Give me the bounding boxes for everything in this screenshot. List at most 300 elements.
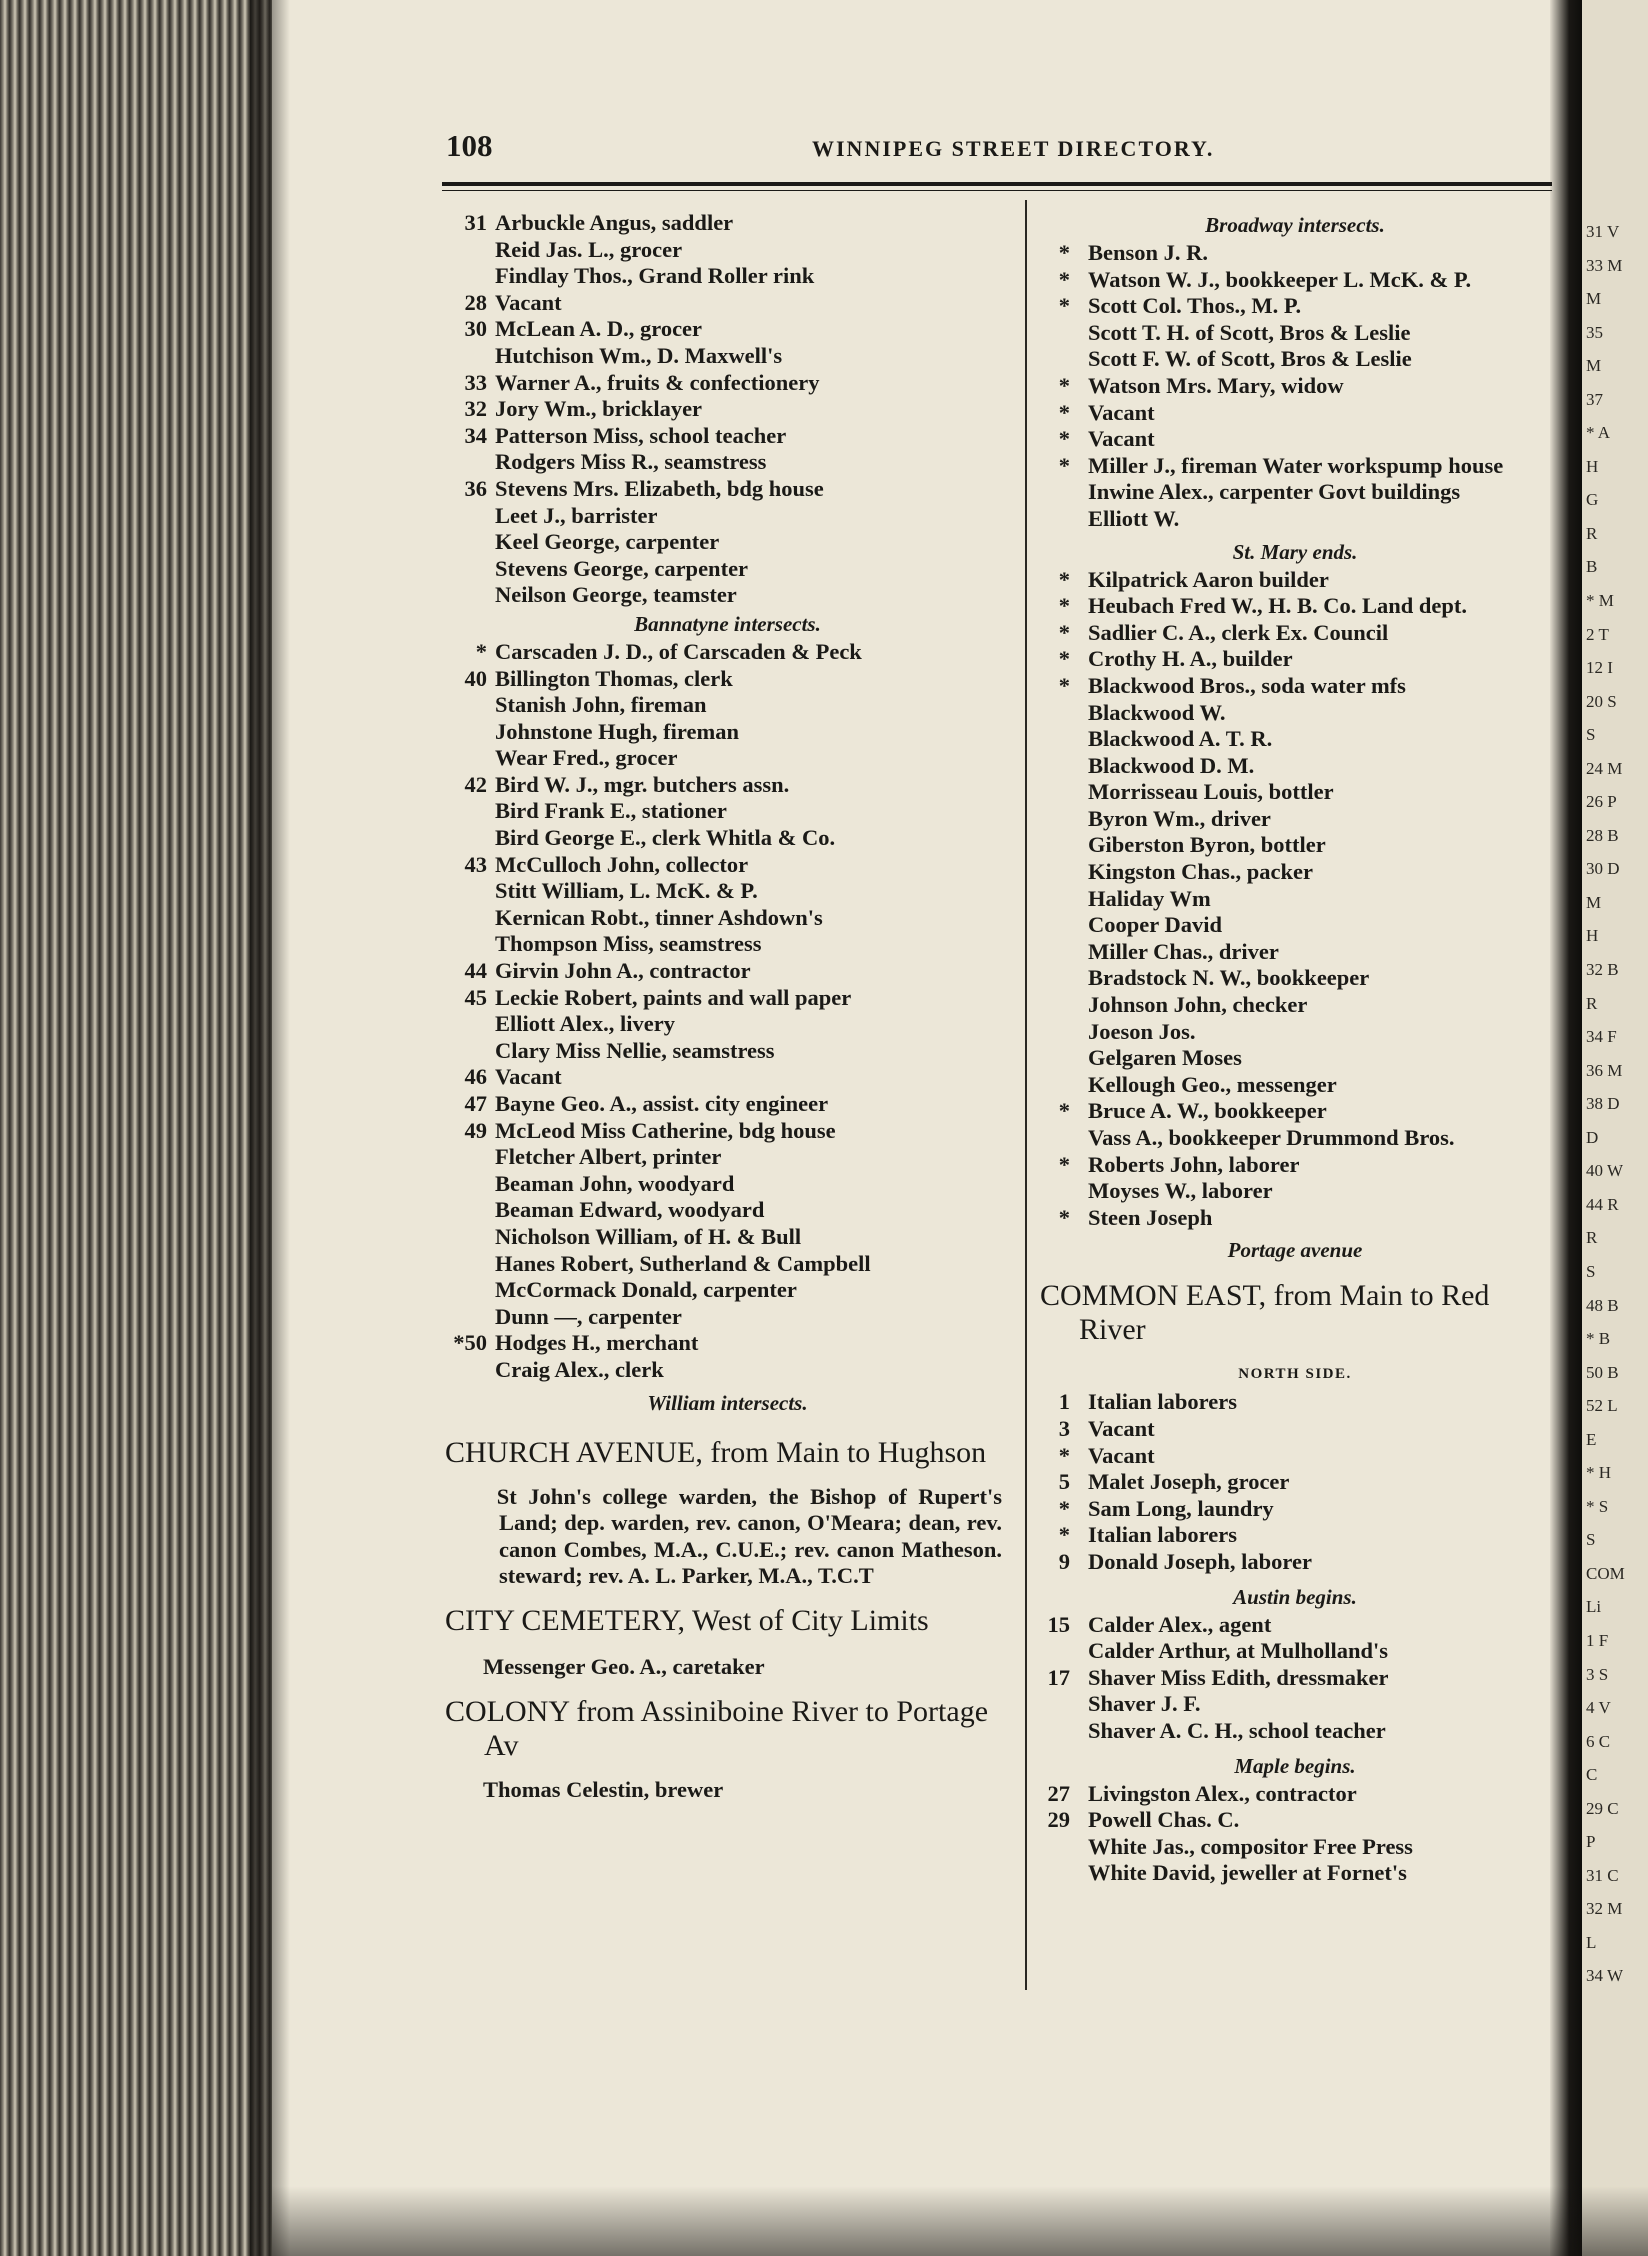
resident-name: McCulloch John, collector xyxy=(495,851,749,877)
directory-entry xyxy=(1040,1098,1550,1125)
subheading-william: William intersects. xyxy=(647,1390,808,1415)
facing-page-fragment: 31 V xyxy=(1586,222,1620,241)
directory-entry xyxy=(445,263,1010,290)
resident-name: White David, jeweller at Fornet's xyxy=(1088,1860,1407,1886)
facing-page-fragment: L xyxy=(1586,1932,1597,1952)
facing-page-fragment: R xyxy=(1586,1228,1598,1248)
directory-entry xyxy=(445,1064,1010,1091)
facing-page-fragment: * B xyxy=(1586,1329,1611,1349)
facing-page-fragment: C xyxy=(1586,1765,1598,1785)
resident-name: Blackwood A. T. R. xyxy=(1088,726,1273,752)
facing-page-fragment: 32 B xyxy=(1586,960,1619,980)
resident-name: Arbuckle Angus, saddler xyxy=(495,210,734,235)
directory-entry xyxy=(1040,1781,1550,1808)
directory-entry xyxy=(1040,646,1550,673)
resident-name: Shaver A. C. H., school teacher xyxy=(1088,1717,1386,1743)
resident-name: Haliday Wm xyxy=(1088,885,1211,911)
resident-name: Findlay Thos., Grand Roller rink xyxy=(495,263,815,289)
resident-name: Bruce A. W., bookkeeper xyxy=(1088,1098,1327,1124)
resident-name: Warner A., fruits & confectionery xyxy=(495,369,820,395)
resident-name: Hodges H., merchant xyxy=(495,1330,699,1356)
directory-entry xyxy=(445,343,1010,370)
entry-list xyxy=(445,210,1010,609)
resident-name: Elliott W. xyxy=(1088,505,1180,531)
directory-entry xyxy=(1040,1860,1550,1887)
directory-entry xyxy=(1040,1443,1550,1470)
directory-entry xyxy=(445,529,1010,556)
city-cemetery-entry: Messenger Geo. A., caretaker xyxy=(483,1653,765,1679)
facing-page-fragment: 1 F xyxy=(1586,1630,1609,1650)
resident-name: Morrisseau Louis, bottler xyxy=(1088,779,1334,805)
directory-entry xyxy=(1040,1152,1550,1179)
facing-page-fragment: B xyxy=(1586,557,1598,577)
directory-entry xyxy=(445,958,1010,985)
directory-entry xyxy=(445,692,1010,719)
resident-name: Kilpatrick Aaron builder xyxy=(1088,566,1329,592)
facing-page-fragment: 29 C xyxy=(1586,1798,1619,1818)
directory-entry xyxy=(1040,673,1550,700)
directory-entry xyxy=(1040,1496,1550,1523)
side-label-north: NORTH SIDE. xyxy=(1238,1366,1352,1383)
resident-name: Giberston Byron, bottler xyxy=(1088,832,1326,858)
directory-entry xyxy=(445,1118,1010,1145)
house-number: 3 xyxy=(1058,1415,1070,1441)
directory-entry xyxy=(1040,1549,1550,1576)
facing-page-fragment: 52 L xyxy=(1586,1396,1618,1416)
directory-entry xyxy=(445,666,1010,693)
directory-entry xyxy=(445,1277,1010,1304)
resident-name: Carscaden J. D., of Carscaden & Peck xyxy=(495,638,862,664)
house-number: * xyxy=(1058,399,1070,425)
house-number: 44 xyxy=(464,958,487,984)
street-heading-city-cemetery: CITY CEMETERY, West of City Limits xyxy=(445,1603,929,1637)
facing-page-fragment: * H xyxy=(1586,1463,1612,1483)
facing-page-fragment: 50 B xyxy=(1586,1362,1619,1382)
header-rule-thin xyxy=(442,190,1552,191)
resident-name: Italian laborers xyxy=(1088,1389,1237,1415)
directory-entry xyxy=(1040,1522,1550,1549)
directory-entry xyxy=(1040,1469,1550,1496)
resident-name: Miller Chas., driver xyxy=(1088,938,1279,964)
directory-entry xyxy=(1040,293,1550,320)
directory-entry xyxy=(445,237,1010,264)
directory-entry xyxy=(445,1304,1010,1331)
house-number: * xyxy=(1058,566,1070,592)
page-number: 108 xyxy=(446,128,493,163)
directory-entry xyxy=(1040,1691,1550,1718)
resident-name: Cooper David xyxy=(1088,912,1222,938)
directory-entry xyxy=(1040,912,1550,939)
resident-name: Calder Arthur, at Mulholland's xyxy=(1088,1638,1389,1664)
house-number: * xyxy=(1058,619,1070,645)
resident-name: Blackwood D. M. xyxy=(1088,752,1255,778)
directory-entry xyxy=(445,1144,1010,1171)
directory-entry xyxy=(1040,1045,1550,1072)
resident-name: Vacant xyxy=(1088,399,1155,425)
resident-name: Bayne Geo. A., assist. city engineer xyxy=(495,1091,829,1116)
resident-name: Blackwood W. xyxy=(1088,699,1226,725)
right-column xyxy=(1040,210,1550,1887)
house-number: * xyxy=(1058,1522,1070,1548)
gutter-shadow xyxy=(250,0,290,2256)
directory-entry xyxy=(445,1197,1010,1224)
entry-list xyxy=(1040,1612,1550,1745)
directory-entry xyxy=(1040,1389,1550,1416)
facing-page-fragment: * S xyxy=(1586,1496,1609,1516)
facing-page-fragment: 20 S xyxy=(1586,691,1617,711)
resident-name: Johnstone Hugh, fireman xyxy=(495,718,739,744)
directory-entry xyxy=(1040,320,1550,347)
house-number: * xyxy=(1058,646,1070,672)
facing-page-fragment: H xyxy=(1586,456,1599,476)
resident-name: Jory Wm., bricklayer xyxy=(495,396,703,422)
house-number: * xyxy=(1058,593,1070,619)
facing-page-fragment: P xyxy=(1586,1832,1596,1852)
facing-page-fragment: D xyxy=(1586,1127,1599,1147)
resident-name: Vacant xyxy=(1088,426,1155,452)
resident-name: Miller J., fireman Water workspump house xyxy=(1088,452,1504,478)
street-heading-colony: COLONY from Assiniboine River to Portage Av xyxy=(445,1694,989,1762)
facing-page-fragment: 34 F xyxy=(1586,1027,1617,1047)
directory-entry xyxy=(1040,593,1550,620)
house-number: 47 xyxy=(464,1091,487,1116)
directory-entry xyxy=(445,449,1010,476)
resident-name: Watson Mrs. Mary, widow xyxy=(1088,372,1344,398)
facing-page-fragment: M xyxy=(1586,892,1602,912)
house-number: 9 xyxy=(1058,1548,1070,1574)
directory-entry xyxy=(1040,806,1550,833)
directory-entry xyxy=(445,1011,1010,1038)
house-number: * xyxy=(475,638,487,664)
resident-name: Beaman Edward, woodyard xyxy=(495,1197,765,1223)
house-number: * xyxy=(1058,452,1070,478)
facing-page-fragment: H xyxy=(1586,926,1599,946)
running-head: WINNIPEG STREET DIRECTORY. xyxy=(812,136,1215,161)
facing-page-fragment: 26 P xyxy=(1586,792,1617,812)
house-number: 5 xyxy=(1058,1469,1070,1495)
house-number: * xyxy=(1058,426,1070,452)
directory-entry xyxy=(1040,567,1550,594)
entry-list xyxy=(1040,240,1550,533)
directory-entry xyxy=(445,423,1010,450)
facing-page-fragment: 31 C xyxy=(1586,1865,1619,1885)
directory-entry xyxy=(445,1171,1010,1198)
directory-entry xyxy=(1040,939,1550,966)
facing-page-fragment: M xyxy=(1586,289,1602,309)
resident-name: Johnson John, checker xyxy=(1088,992,1308,1018)
house-number: 42 xyxy=(464,771,487,797)
directory-entry xyxy=(445,556,1010,583)
facing-page-fragment: 37 xyxy=(1586,389,1603,409)
facing-page-fragment: G xyxy=(1586,490,1599,510)
resident-name: Powell Chas. C. xyxy=(1088,1807,1240,1833)
left-column xyxy=(445,210,1010,1811)
facing-page-fragment: 40 W xyxy=(1586,1161,1623,1181)
resident-name: Shaver J. F. xyxy=(1088,1691,1201,1717)
resident-name: Heubach Fred W., H. B. Co. Land dept. xyxy=(1088,593,1468,619)
directory-entry xyxy=(1040,1612,1550,1639)
directory-entry xyxy=(445,772,1010,799)
house-number: * xyxy=(1058,293,1070,319)
entry-list xyxy=(445,639,1010,1384)
directory-entry xyxy=(445,1224,1010,1251)
resident-name: Hutchison Wm., D. Maxwell's xyxy=(495,342,783,368)
resident-name: Bradstock N. W., bookkeeper xyxy=(1088,965,1370,991)
resident-name: Keel George, carpenter xyxy=(495,529,720,555)
facing-page-fragment: 33 M xyxy=(1586,255,1623,275)
header-rule xyxy=(442,182,1552,186)
resident-name: Vacant xyxy=(495,289,562,315)
entry-list xyxy=(1040,1389,1550,1575)
resident-name: Patterson Miss, school teacher xyxy=(495,422,787,448)
house-number: 34 xyxy=(464,422,487,448)
house-number: 40 xyxy=(464,665,487,691)
directory-entry xyxy=(445,985,1010,1012)
directory-entry xyxy=(1040,1416,1550,1443)
directory-entry xyxy=(1040,886,1550,913)
resident-name: Byron Wm., driver xyxy=(1088,805,1271,831)
house-number: * xyxy=(1058,1151,1070,1177)
resident-name: Rodgers Miss R., seamstress xyxy=(495,449,767,475)
resident-name: Stevens Mrs. Elizabeth, bdg house xyxy=(495,475,824,501)
church-avenue-paragraph: St John's college warden, the Bishop of Rupert's Land; dep. warden, rev. canon, O'Meara; dean, rev. canon Combes, M.A., C.U.E.; rev. canon Matheson. steward; rev. A. L. Parker, M.A., T.C.T xyxy=(496,1483,1002,1589)
facing-page-fragment: 24 M xyxy=(1586,758,1623,778)
house-number: * xyxy=(1058,1495,1070,1521)
directory-entry xyxy=(1040,1072,1550,1099)
directory-entry xyxy=(1040,992,1550,1019)
directory-entry xyxy=(445,290,1010,317)
house-number: 1 xyxy=(1058,1389,1070,1415)
facing-page-fragment: 4 V xyxy=(1586,1698,1611,1718)
house-number: *50 xyxy=(453,1330,487,1356)
resident-name: McLeod Miss Catherine, bdg house xyxy=(495,1117,836,1143)
resident-name: McCormack Donald, carpenter xyxy=(495,1277,797,1303)
house-number: * xyxy=(1058,372,1070,398)
directory-entry xyxy=(445,503,1010,530)
resident-name: Sadlier C. A., clerk Ex. Council xyxy=(1088,619,1389,645)
house-number: 17 xyxy=(1047,1664,1070,1690)
directory-entry xyxy=(1040,965,1550,992)
directory-entry xyxy=(1040,1125,1550,1152)
directory-entry xyxy=(1040,859,1550,886)
directory-entry xyxy=(445,210,1010,237)
resident-name: Kingston Chas., packer xyxy=(1088,859,1314,885)
directory-entry xyxy=(1040,346,1550,373)
resident-name: Crothy H. A., builder xyxy=(1088,646,1293,672)
bottom-shadow xyxy=(272,2186,1648,2256)
directory-entry xyxy=(1040,1718,1550,1745)
directory-entry xyxy=(445,798,1010,825)
resident-name: Fletcher Albert, printer xyxy=(495,1144,722,1170)
resident-name: Gelgaren Moses xyxy=(1088,1045,1242,1071)
directory-entry xyxy=(445,316,1010,343)
directory-entry xyxy=(445,476,1010,503)
house-number: 27 xyxy=(1047,1780,1070,1806)
resident-name: Kellough Geo., messenger xyxy=(1088,1071,1337,1097)
resident-name: Hanes Robert, Sutherland & Campbell xyxy=(495,1250,871,1276)
directory-entry xyxy=(1040,779,1550,806)
directory-entry xyxy=(445,396,1010,423)
directory-entry xyxy=(445,745,1010,772)
house-number: * xyxy=(1058,1442,1070,1468)
resident-name: Thompson Miss, seamstress xyxy=(495,931,762,957)
resident-name: Calder Alex., agent xyxy=(1088,1611,1272,1637)
subheading-broadway: Broadway intersects. xyxy=(1205,213,1385,237)
resident-name: Vacant xyxy=(1088,1415,1155,1441)
house-number: 29 xyxy=(1047,1807,1070,1833)
subheading-maple: Maple begins. xyxy=(1234,1753,1356,1778)
house-number: 30 xyxy=(464,316,487,342)
resident-name: Reid Jas. L., grocer xyxy=(495,236,683,262)
resident-name: Billington Thomas, clerk xyxy=(495,665,733,691)
directory-entry xyxy=(1040,479,1550,506)
resident-name: Blackwood Bros., soda water mfs xyxy=(1088,672,1406,698)
facing-page-fragment: 32 M xyxy=(1586,1899,1623,1919)
resident-name: Livingston Alex., contractor xyxy=(1088,1780,1357,1806)
resident-name: Donald Joseph, laborer xyxy=(1088,1548,1312,1574)
resident-name: Leet J., barrister xyxy=(495,502,658,528)
house-number: 49 xyxy=(464,1117,487,1143)
house-number: 31 xyxy=(464,210,487,235)
resident-name: Stitt William, L. McK. & P. xyxy=(495,878,758,904)
facing-page-fragment: S xyxy=(1586,1261,1596,1281)
resident-name: Bird Frank E., stationer xyxy=(495,798,727,824)
directory-entry xyxy=(1040,453,1550,480)
facing-page-fragment: 28 B xyxy=(1586,825,1619,845)
directory-entry xyxy=(1040,1178,1550,1205)
house-number: 15 xyxy=(1047,1611,1070,1637)
directory-entry xyxy=(445,370,1010,397)
facing-page-fragment: S xyxy=(1586,725,1596,745)
book-page-edges xyxy=(0,0,272,2256)
directory-entry xyxy=(445,1357,1010,1384)
facing-page-fragment: R xyxy=(1586,993,1598,1013)
subheading-bannatyne: Bannatyne intersects. xyxy=(634,611,821,636)
house-number: 46 xyxy=(464,1064,487,1090)
house-number: * xyxy=(1058,672,1070,698)
house-number: * xyxy=(1058,266,1070,292)
resident-name: McLean A. D., grocer xyxy=(495,316,703,342)
directory-entry xyxy=(445,852,1010,879)
facing-page-fragment: 12 I xyxy=(1586,658,1613,678)
resident-name: Moyses W., laborer xyxy=(1088,1178,1273,1204)
directory-entry xyxy=(1040,832,1550,859)
facing-page-fragment: * M xyxy=(1586,591,1614,611)
resident-name: Roberts John, laborer xyxy=(1088,1151,1300,1177)
facing-page-fragment: M xyxy=(1586,356,1602,376)
entry-list xyxy=(1040,567,1550,1232)
resident-name: Clary Miss Nellie, seamstress xyxy=(495,1037,775,1063)
facing-page-fragment: * A xyxy=(1586,423,1611,443)
facing-page-fragment: 30 D xyxy=(1586,859,1620,879)
directory-entry xyxy=(445,931,1010,958)
resident-name: Nicholson William, of H. & Bull xyxy=(495,1223,802,1249)
directory-entry xyxy=(445,1038,1010,1065)
directory-entry xyxy=(1040,506,1550,533)
house-number: 28 xyxy=(464,289,487,315)
directory-entry xyxy=(445,1251,1010,1278)
facing-page-edge xyxy=(1582,0,1648,2256)
directory-entry xyxy=(445,905,1010,932)
facing-page-fragment: 38 D xyxy=(1586,1094,1620,1114)
directory-entry xyxy=(1040,1205,1550,1232)
facing-page-gutter xyxy=(1550,0,1582,2256)
resident-name: Neilson George, teamster xyxy=(495,582,737,608)
directory-entry xyxy=(1040,700,1550,727)
directory-entry xyxy=(445,878,1010,905)
directory-entry xyxy=(445,639,1010,666)
resident-name: Girvin John A., contractor xyxy=(495,958,751,984)
facing-page-fragment: 48 B xyxy=(1586,1295,1619,1315)
resident-name: Craig Alex., clerk xyxy=(495,1356,664,1382)
street-heading-church-avenue: CHURCH AVENUE, from Main to Hughson xyxy=(445,1435,987,1469)
resident-name: Italian laborers xyxy=(1088,1522,1237,1548)
resident-name: Sam Long, laundry xyxy=(1088,1495,1274,1521)
facing-page-fragment: Li xyxy=(1586,1597,1602,1617)
resident-name: Shaver Miss Edith, dressmaker xyxy=(1088,1664,1389,1690)
house-number: 32 xyxy=(464,396,487,422)
house-number: 33 xyxy=(464,369,487,395)
resident-name: Watson W. J., bookkeeper L. McK. & P. xyxy=(1088,266,1472,292)
resident-name: Stevens George, carpenter xyxy=(495,555,749,581)
resident-name: Malet Joseph, grocer xyxy=(1088,1469,1290,1495)
house-number: * xyxy=(1058,240,1070,265)
house-number: 43 xyxy=(464,851,487,877)
directory-entry xyxy=(1040,1807,1550,1834)
facing-page-fragment: S xyxy=(1586,1530,1596,1550)
directory-entry xyxy=(445,825,1010,852)
facing-page-fragment: 44 R xyxy=(1586,1194,1619,1214)
directory-entry xyxy=(1040,426,1550,453)
directory-entry xyxy=(1040,267,1550,294)
facing-page-fragment: COM xyxy=(1586,1563,1625,1583)
resident-name: Steen Joseph xyxy=(1088,1204,1213,1230)
subheading-austin: Austin begins. xyxy=(1233,1584,1357,1609)
facing-page-fragment: 3 S xyxy=(1586,1664,1609,1684)
directory-entry xyxy=(1040,1665,1550,1692)
directory-entry xyxy=(1040,1638,1550,1665)
directory-entry xyxy=(1040,240,1550,267)
facing-page-fragment: 2 T xyxy=(1586,624,1609,644)
directory-entry xyxy=(1040,726,1550,753)
resident-name: Benson J. R. xyxy=(1088,240,1209,265)
resident-name: Bird W. J., mgr. butchers assn. xyxy=(495,771,790,797)
resident-name: Scott Col. Thos., M. P. xyxy=(1088,293,1302,319)
resident-name: Beaman John, woodyard xyxy=(495,1170,735,1196)
directory-entry xyxy=(1040,620,1550,647)
facing-page-fragment: 34 W xyxy=(1586,1966,1623,1986)
resident-name: Wear Fred., grocer xyxy=(495,745,678,771)
resident-name: Scott T. H. of Scott, Bros & Leslie xyxy=(1088,319,1411,345)
directory-entry xyxy=(1040,400,1550,427)
resident-name: Inwine Alex., carpenter Govt buildings xyxy=(1088,479,1461,505)
house-number: * xyxy=(1058,1098,1070,1124)
directory-entry xyxy=(445,719,1010,746)
house-number: * xyxy=(1058,1204,1070,1230)
column-divider xyxy=(1025,200,1027,1990)
facing-page-fragment: 36 M xyxy=(1586,1060,1623,1080)
resident-name: Dunn —, carpenter xyxy=(495,1303,682,1329)
resident-name: Vass A., bookkeeper Drummond Bros. xyxy=(1088,1125,1455,1150)
resident-name: Joeson Jos. xyxy=(1088,1018,1196,1044)
resident-name: Leckie Robert, paints and wall paper xyxy=(495,984,852,1010)
directory-entry xyxy=(445,582,1010,609)
facing-page-fragment: R xyxy=(1586,523,1598,543)
resident-name: Bird George E., clerk Whitla & Co. xyxy=(495,825,836,851)
street-heading-common-east: COMMON EAST, from Main to Red River xyxy=(1040,1279,1490,1347)
resident-name: Vacant xyxy=(495,1064,562,1090)
resident-name: White Jas., compositor Free Press xyxy=(1088,1833,1413,1859)
